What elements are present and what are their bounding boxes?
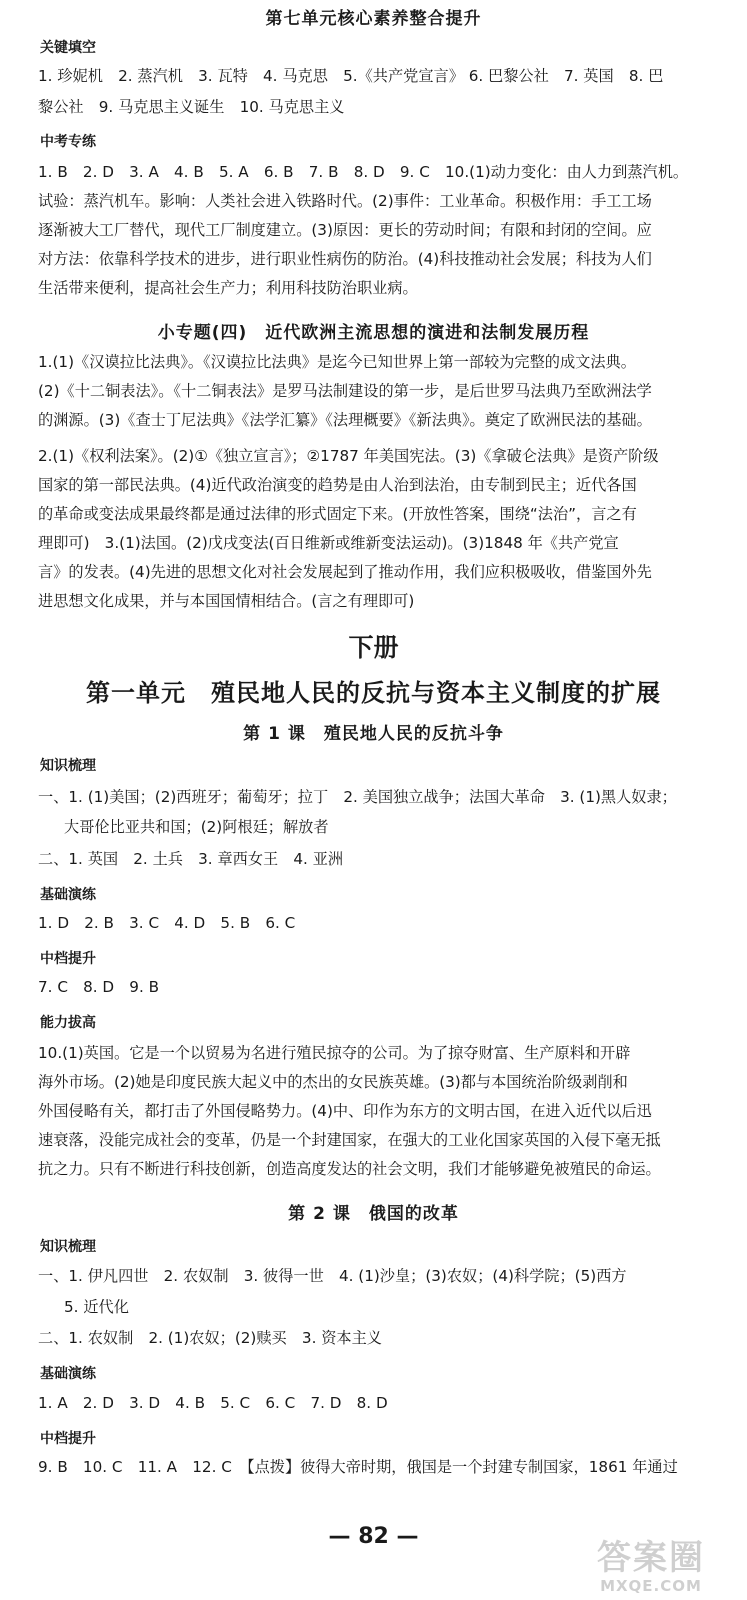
keyfill-line: 黎公社 9. 马克思主义诞生 10. 马克思主义 <box>38 98 345 116</box>
topic4-line: 理即可) 3.(1)法国。(2)戊戌变法(百日维新或维新变法运动)。(3)1848 年《共产党宣 <box>38 534 619 552</box>
unit7-title: 第七单元核心素养整合提升 <box>265 9 482 29</box>
lesson1-knowledge-line: 大哥伦比亚共和国；(2)阿根廷；解放者 <box>64 818 329 836</box>
lesson2-knowledge-line: 一、1. 伊凡四世 2. 农奴制 3. 彼得一世 4. (1)沙皇；(3)农奴；(4)科学院；(5)西方 <box>38 1267 627 1285</box>
lesson1-ability-line: 10.(1)英国。它是一个以贸易为名进行殖民掠夺的公司。为了掠夺财富、生产原料和开辟 <box>38 1044 631 1062</box>
topic4-line: (2)《十二铜表法》。《十二铜表法》是罗马法制建设的第一步，是后世罗马法典乃至欧洲法学 <box>38 382 652 400</box>
lesson2-knowledge-line: 5. 近代化 <box>64 1298 129 1316</box>
exam-line: 逐渐被大工厂替代，现代工厂制度建立。(3)原因：更长的劳动时间；有限和封闭的空间。应 <box>38 221 652 239</box>
watermark-logo <box>581 1538 721 1594</box>
topic4-line: 国家的第一部民法典。(4)近代政治演变的趋势是由人治到法治，由专制到民主；近代各国 <box>38 476 637 494</box>
lesson2-mid-answers: 9. B 10. C 11. A 12. C 【点拨】彼得大帝时期，俄国是一个封建专制国家，1861 年通过 <box>38 1458 678 1476</box>
section-exam-practice: 中考专练 <box>40 134 96 150</box>
lesson1-ability-line: 速衰落，没能完成社会的变革，仍是一个封建国家，在强大的工业化国家英国的入侵下毫无抵 <box>38 1131 661 1149</box>
lesson1-section-ability: 能力拔高 <box>40 1015 96 1031</box>
exam-line: 试验：蒸汽机车。影响：人类社会进入铁路时代。(2)事件：工业革命。积极作用：手工工场 <box>38 192 652 210</box>
lesson1-basic-answers: 1. D 2. B 3. C 4. D 5. B 6. C <box>38 914 296 932</box>
topic4-line: 1.(1)《汉谟拉比法典》。《汉谟拉比法典》是迄今已知世界上第一部较为完整的成文法典。 <box>38 353 636 371</box>
page-number: — 82 — <box>328 1524 419 1549</box>
lesson2-section-basic: 基础演练 <box>40 1366 96 1382</box>
lesson1-section-basic: 基础演练 <box>40 887 96 903</box>
section-key-fill: 关键填空 <box>40 40 96 56</box>
watermark-text: 答案圈 <box>597 1538 705 1578</box>
exam-line: 1. B 2. D 3. A 4. B 5. A 6. B 7. B 8. D 9. C 10.(1)动力变化：由人力到蒸汽机。 <box>38 163 689 181</box>
lesson1-knowledge-line: 一、1. (1)美国；(2)西班牙；葡萄牙；拉丁 2. 美国独立战争；法国大革命 3. (1)黑人奴隶； <box>38 788 677 806</box>
topic4-line: 进思想文化成果，并与本国国情相结合。(言之有理即可) <box>38 592 415 610</box>
lesson1-knowledge-line: 二、1. 英国 2. 土兵 3. 章西女王 4. 亚洲 <box>38 850 344 868</box>
lesson2-knowledge-line: 二、1. 农奴制 2. (1)农奴；(2)赎买 3. 资本主义 <box>38 1329 382 1347</box>
lesson1-title: 第 1 课 殖民地人民的反抗斗争 <box>243 724 504 744</box>
exam-line: 对方法：依靠科学技术的进步，进行职业性病伤的防治。(4)科技推动社会发展；科技为人们 <box>38 250 652 268</box>
lesson2-section-knowledge: 知识梳理 <box>40 1239 96 1255</box>
volume-lower-title: 下册 <box>348 633 399 662</box>
topic4-line: 2.(1)《权利法案》。(2)①《独立宣言》；②1787 年美国宪法。(3)《拿破仑法典》是资产阶级 <box>38 447 659 465</box>
lesson2-section-mid: 中档提升 <box>40 1431 96 1447</box>
lesson1-ability-line: 外国侵略有关，都打击了外国侵略势力。(4)中、印作为东方的文明古国，在进入近代以后迅 <box>38 1102 652 1120</box>
exam-line: 生活带来便利，提高社会生产力；利用科技防治职业病。 <box>38 279 418 297</box>
lesson1-section-mid: 中档提升 <box>40 951 96 967</box>
lesson2-basic-answers: 1. A 2. D 3. D 4. B 5. C 6. C 7. D 8. D <box>38 1394 388 1412</box>
lesson1-section-knowledge: 知识梳理 <box>40 758 96 774</box>
keyfill-line: 1. 珍妮机 2. 蒸汽机 3. 瓦特 4. 马克思 5.《共产党宣言》 6. 巴黎公社 7. 英国 8. 巴 <box>38 67 664 85</box>
lesson1-ability-line: 海外市场。(2)她是印度民族大起义中的杰出的女民族英雄。(3)都与本国统治阶级剥削和 <box>38 1073 628 1091</box>
topic4-line: 言》的发表。(4)先进的思想文化对社会发展起到了推动作用，我们应积极吸收，借鉴国外先 <box>38 563 652 581</box>
lesson1-ability-line: 抗之力。只有不断进行科技创新，创造高度发达的社会文明，我们才能够避免被殖民的命运。 <box>38 1160 661 1178</box>
lesson1-mid-answers: 7. C 8. D 9. B <box>38 978 160 996</box>
watermark-url: MXQE.COM <box>600 1577 702 1595</box>
topic4-line: 的渊源。(3)《查士丁尼法典》《法学汇纂》《法理概要》《新法典》。奠定了欧洲民法的基础。 <box>38 411 652 429</box>
topic4-line: 的革命或变法成果最终都是通过法律的形式固定下来。(开放性答案，围绕“法治”，言之有 <box>38 505 637 523</box>
lesson2-title: 第 2 课 俄国的改革 <box>288 1204 459 1224</box>
topic4-title: 小专题(四) 近代欧洲主流思想的演进和法制发展历程 <box>157 323 590 343</box>
unit1-title: 第一单元 殖民地人民的反抗与资本主义制度的扩展 <box>86 679 661 707</box>
